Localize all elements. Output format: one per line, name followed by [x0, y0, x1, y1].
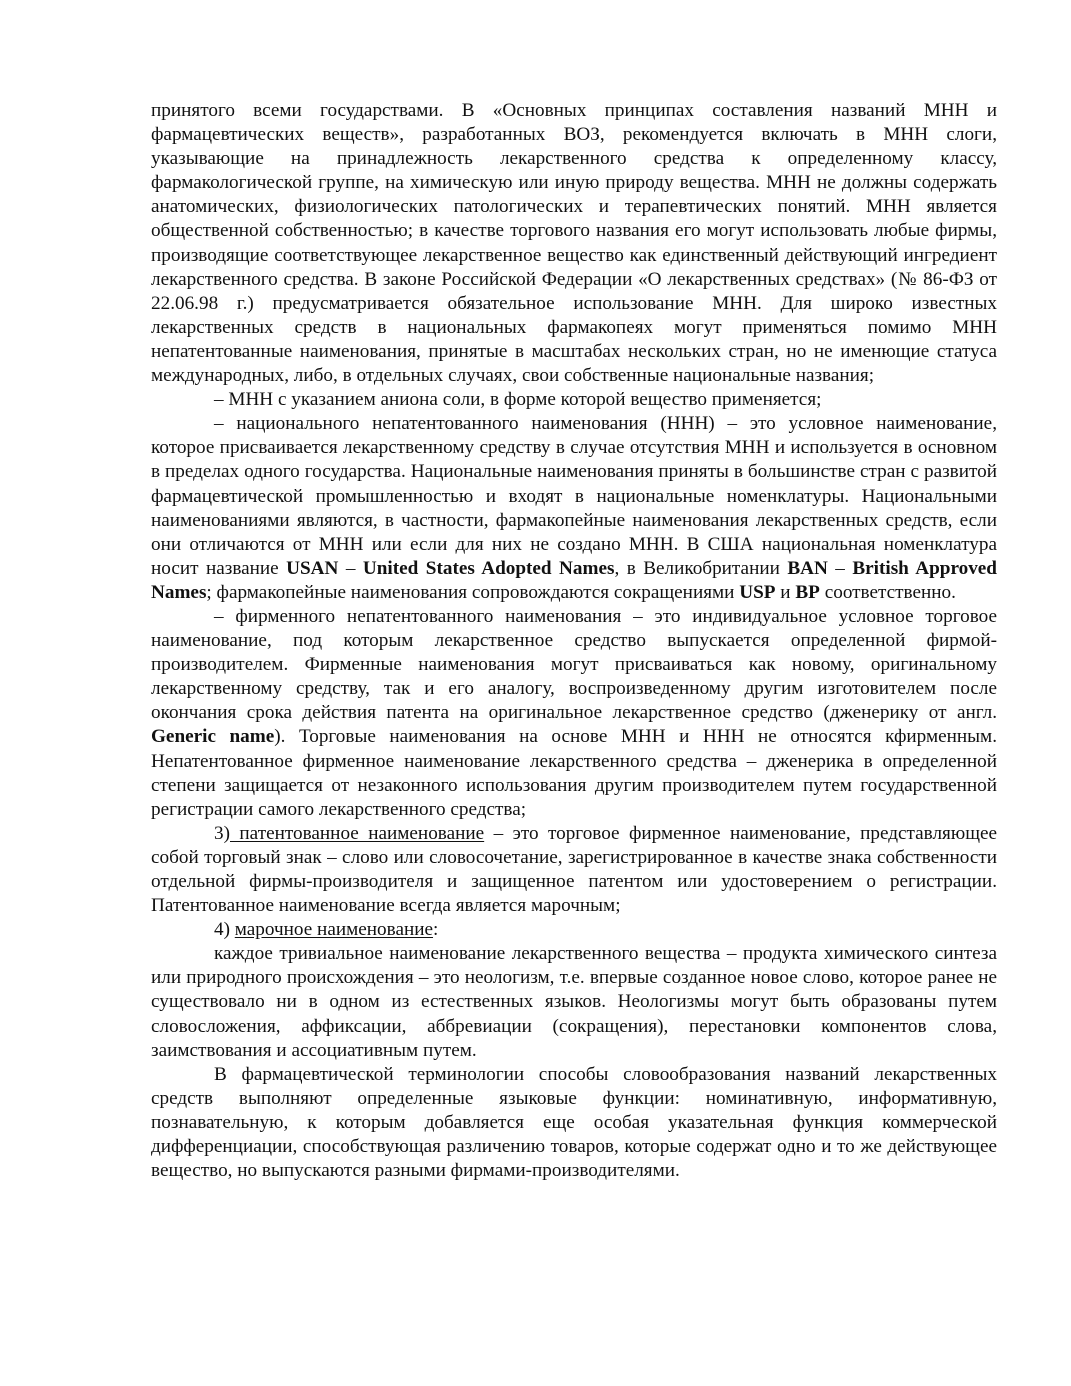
text-run: – — [338, 557, 363, 579]
paragraph-patented-name — [151, 822, 997, 918]
paragraph-word-formation: В фармацевтической терминологии способы словообразования названий лекарственных средств выполняют определенные языковые функции: номинативную, информативную, познавательную, к которым добавляется еще особая указательная функция коммерческой дифференциации, способствующая различению товаров, которые содержат одно и то же действующее вещество, но выпускаются разными фирмами-производителями. — [151, 1063, 997, 1182]
list-number: 3) — [214, 822, 230, 844]
text-run: – фирменного непатентованного наименования – это индивидуальное условное торговое наименование, под которым лекарственное средство выпускается определенной фирмой-производителем. Фирменные наименования могут присваиваться как новому, оригинальному лекарственному средству, так и его аналогу, воспроизведенному другим изготовителем после окончания срока действия патента на оригинальное лекарственное средство (дженерику от англ. — [151, 605, 997, 724]
text-run: , в Великобритании — [614, 557, 788, 579]
text-run: : — [433, 919, 439, 941]
text-run: ; фармакопейные наименования сопровождаются сокращениями — [206, 581, 740, 603]
text-run: – — [827, 557, 853, 579]
text-run: – национального непатентованного наименования (ННН) – это условное наименование, которое присваивается лекарственному средству в случае отсутствия МНН и используется в основном в пределах одного государства. Национальные наименования приняты в большинстве стран с развитой фармацевтической промышленностью и входят в национальные номенклатуры. Национальными наименованиями являются, в частности, фармакопейные наименования лекарственных средств, если они отличаются от МНН или если для них не создано МНН. В США национальная номенклатура носит название — [151, 413, 997, 579]
document-page — [151, 99, 997, 1183]
paragraph-national-names — [151, 412, 997, 605]
term-usp: USP — [739, 581, 776, 603]
term-usan-full: United States Adopted Names — [362, 557, 615, 579]
paragraph-inn-anion: – МНН с указанием аниона соли, в форме которой вещество применяется; — [214, 389, 822, 411]
term-bp: BP — [795, 581, 820, 603]
paragraph-brand-nonproprietary — [151, 605, 997, 822]
term-usan: USAN — [286, 557, 339, 579]
text-run: – это торговое фирменное наименование, представляющее собой торговый знак – слово или словосочетание, зарегистрированное в качестве знака собственности отдельной фирмы-производителя и защищенное патентом или удостоверением о регистрации. Патентованное наименование всегда является марочным; — [151, 822, 998, 917]
list-number: 4) — [214, 919, 235, 941]
term-patented-name: патентованное наименование — [229, 822, 485, 844]
text-run: и — [775, 581, 796, 603]
term-generic-name: Generic name — [151, 726, 275, 748]
term-brand-name: марочное наименование — [234, 919, 434, 941]
text-run: ). Торговые наименования на основе МНН и ННН не относятся кфирменным. Непатентованное фирменное наименование лекарственного средства – дженерика в определенной степени защищается от незаконного использования другим производителем путем государственной регистрации самого лекарственного средства; — [151, 726, 997, 820]
paragraph-inn-principles: принятого всеми государствами. В «Основных принципах составления названий МНН и фармацевтических веществ», разработанных ВОЗ, рекомендуется включать в МНН слоги, указывающие на принадлежность лекарственного средства к определенному классу, фармакологической группе, на химическую или иную природу вещества. МНН не должны содержать анатомических, физиологических патологических и терапевтических понятий. МНН является общественной собственностью; в качестве торгового названия его могут использовать любые фирмы, производящие соответствующее лекарственное вещество как единственный действующий ингредиент лекарственного средства. В законе Российской Федерации «О лекарственных средствах» (№ 86-ФЗ от 22.06.98 г.) предусматривается обязательное использование МНН. Для широко известных лекарственных средств в национальных фармакопеях могут применяться помимо МНН непатентованные наименования, принятые в масштабах нескольких стран, но не именющие статуса международных, либо, в отдельных случаях, свои собственные национальные названия; — [151, 100, 997, 387]
term-ban-full: British Approved Names — [151, 557, 997, 603]
text-run: соответственно. — [819, 581, 956, 603]
term-ban: BAN — [787, 557, 828, 579]
paragraph-neologisms: каждое тривиальное наименование лекарственного вещества – продукта химического синтеза или природного происхождения – это неологизм, т.е. впервые созданное новое слово, которое ранее не существовало ни в одном из естественных языков. Неологизмы могут быть образованы путем словосложения, аффиксации, аббревиации (сокращения), перестановки компонентов слова, заимствования и ассоциативным путем. — [151, 943, 997, 1061]
paragraph-brand-name — [151, 918, 997, 942]
